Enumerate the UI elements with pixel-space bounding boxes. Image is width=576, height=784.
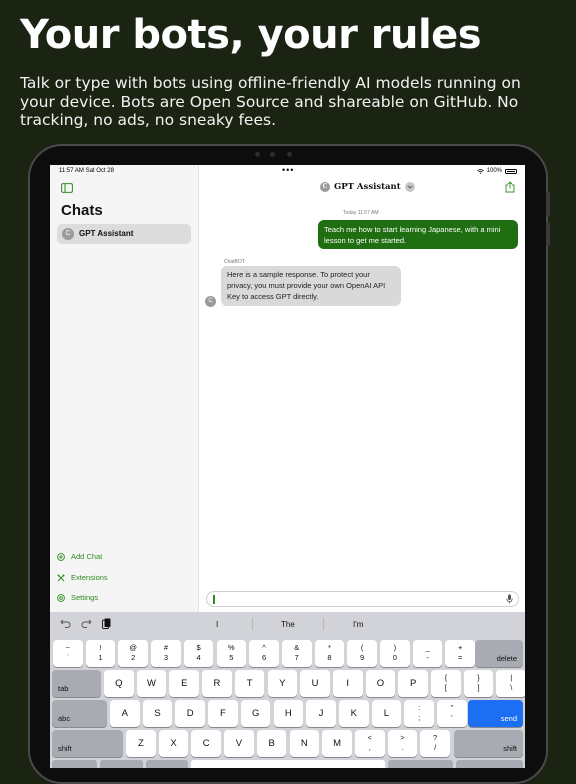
key-7[interactable] — [282, 640, 312, 667]
status-time: 11:57 AM Sat Oct 28 — [59, 168, 114, 174]
key--[interactable] — [413, 640, 443, 667]
key-base-label: 8 — [327, 652, 332, 662]
key-base-label: - — [426, 652, 429, 662]
key-base-label: . — [401, 742, 404, 752]
subtext: Talk or type with bots using offline-friendly AI models running on your device. Bots are Open Source and shareable on GitHub. No tracking, no ads, no sneaky fees. — [20, 74, 521, 129]
bot-message-bubble: Here is a sample response. To protect your privacy, you must provide your own OpenAI API Key to access GPT directly. — [221, 266, 401, 306]
key-base-label: \ — [510, 682, 513, 692]
shift-key-right[interactable] — [454, 730, 523, 757]
key-base-label: 5 — [229, 652, 234, 662]
avatar: C — [62, 228, 74, 240]
key-base-label: 6 — [261, 652, 267, 662]
key-label: tab — [58, 684, 69, 693]
text-caret — [213, 595, 215, 604]
chats-title: Chats — [61, 202, 103, 219]
plus-circle-icon — [57, 553, 65, 561]
key-shift-label: ! — [99, 643, 102, 652]
user-message-bubble: Teach me how to start learning Japanese, with a mini lesson to get me started. — [318, 220, 518, 249]
key-3[interactable] — [151, 640, 181, 667]
sensor-dot — [255, 152, 260, 157]
key-base-label: ] — [477, 682, 480, 692]
add-chat-button[interactable] — [57, 552, 102, 561]
suggestion-item[interactable]: I'm — [353, 620, 364, 629]
key-5[interactable] — [217, 640, 247, 667]
key-punct-0[interactable] — [404, 700, 434, 727]
multitask-dots[interactable]: ••• — [282, 165, 295, 175]
key-x[interactable]: X — [159, 730, 189, 757]
key-f[interactable]: F — [208, 700, 238, 727]
key-d[interactable]: D — [175, 700, 205, 727]
key-shift-label: ? — [433, 733, 438, 742]
key-=[interactable] — [445, 640, 475, 667]
key-`[interactable] — [53, 640, 83, 667]
key-shift-label: : — [418, 703, 421, 712]
key-base-label: ` — [66, 652, 70, 662]
key-s[interactable]: S — [143, 700, 173, 727]
symbols-key-right[interactable] — [388, 760, 453, 768]
tab-key[interactable] — [52, 670, 101, 697]
chat-title: GPT Assistant — [334, 182, 401, 192]
key-z[interactable]: Z — [126, 730, 156, 757]
key-shift-label: ~ — [65, 643, 71, 652]
volume-button — [546, 222, 550, 246]
key-6[interactable] — [249, 640, 279, 667]
key-shift-label: @ — [129, 643, 138, 652]
suggestion-item[interactable]: The — [281, 620, 295, 629]
key-base-label: 7 — [294, 652, 299, 662]
key-base-label: 2 — [131, 652, 136, 662]
redo-icon[interactable] — [81, 619, 92, 628]
divider — [252, 618, 253, 630]
key-k[interactable]: K — [339, 700, 369, 727]
key-shift-label: & — [294, 643, 300, 652]
key-label: shift — [58, 744, 72, 753]
key-shift-label: # — [163, 643, 169, 652]
key-1[interactable] — [86, 640, 116, 667]
key-4[interactable] — [184, 640, 214, 667]
date-label: Today 11:57 AM — [343, 210, 379, 216]
wifi-icon — [477, 169, 484, 174]
key-[[interactable] — [431, 670, 461, 697]
key-n[interactable]: N — [290, 730, 320, 757]
key-u[interactable]: U — [300, 670, 330, 697]
dismiss-keyboard-key[interactable] — [456, 760, 523, 768]
send-key[interactable] — [468, 700, 523, 727]
chat-header[interactable] — [320, 182, 415, 192]
key-base-label: ' — [451, 712, 453, 722]
settings-label: Settings — [71, 593, 99, 602]
key-label: abc — [58, 714, 71, 723]
key-shift-label: _ — [425, 643, 430, 652]
battery-icon — [505, 169, 517, 174]
camera-icon — [270, 152, 275, 157]
sidebar — [50, 165, 199, 612]
key-][interactable] — [464, 670, 494, 697]
key-t[interactable]: T — [235, 670, 265, 697]
key-label: delete — [496, 654, 517, 663]
key-punct-4[interactable] — [420, 730, 450, 757]
key-p[interactable]: P — [398, 670, 428, 697]
mic-key[interactable] — [146, 760, 188, 768]
key-shift-label: { — [444, 673, 448, 682]
undo-icon[interactable] — [60, 619, 71, 628]
key-r[interactable]: R — [202, 670, 232, 697]
key-shift-label: < — [367, 733, 372, 742]
key-y[interactable]: Y — [268, 670, 298, 697]
sensor-dot — [287, 152, 292, 157]
key-2[interactable] — [118, 640, 148, 667]
key-punct-2[interactable] — [355, 730, 385, 757]
key-\[interactable] — [496, 670, 525, 697]
key-base-label: 3 — [163, 652, 169, 662]
chevron-down-icon[interactable] — [405, 182, 415, 192]
share-icon[interactable] — [505, 181, 515, 193]
chat-item-label: GPT Assistant — [79, 229, 134, 238]
key-8[interactable] — [315, 640, 345, 667]
tools-icon — [57, 574, 65, 582]
key-shift-label: ^ — [262, 643, 266, 652]
volume-button — [546, 192, 550, 216]
key-a[interactable]: A — [110, 700, 140, 727]
key-label: shift — [503, 744, 517, 753]
key-l[interactable]: L — [372, 700, 402, 727]
key-base-label: 0 — [392, 652, 397, 662]
key-base-label: , — [368, 742, 371, 752]
extensions-button[interactable] — [57, 573, 108, 582]
status-bar — [50, 165, 525, 177]
headline: Your bots, your rules — [20, 12, 482, 58]
key-b[interactable]: B — [257, 730, 287, 757]
keyboard — [50, 612, 525, 768]
key-shift-label: ( — [360, 643, 364, 652]
key-m[interactable]: M — [322, 730, 352, 757]
key-base-label: [ — [444, 682, 447, 692]
key-shift-label: | — [510, 673, 513, 682]
key-w[interactable]: W — [137, 670, 167, 697]
key-shift-label: " — [450, 703, 454, 712]
bot-avatar: C — [205, 296, 216, 307]
gear-icon — [57, 594, 65, 602]
key-shift-label: $ — [196, 643, 201, 652]
suggestion-item[interactable]: I — [216, 620, 219, 629]
globe-key[interactable] — [52, 760, 97, 768]
app-screen — [50, 165, 525, 768]
key-g[interactable]: G — [241, 700, 271, 727]
key-v[interactable]: V — [224, 730, 254, 757]
microphone-icon[interactable] — [506, 594, 513, 604]
sidebar-toggle-icon[interactable] — [61, 183, 73, 193]
chat-item-gpt-assistant[interactable] — [57, 224, 191, 244]
shift-key-left[interactable] — [52, 730, 123, 757]
battery-percent: 100% — [486, 168, 502, 174]
key-j[interactable]: J — [306, 700, 336, 727]
add-chat-label: Add Chat — [71, 552, 103, 561]
key-o[interactable]: O — [366, 670, 396, 697]
message-input[interactable] — [206, 591, 519, 607]
key-e[interactable]: E — [169, 670, 199, 697]
delete-key[interactable] — [475, 640, 523, 667]
key-base-label: = — [458, 652, 463, 662]
key-shift-label: } — [477, 673, 480, 682]
key-base-label: 1 — [98, 652, 103, 662]
key-q[interactable]: Q — [104, 670, 134, 697]
key-base-label: / — [434, 742, 437, 752]
key-h[interactable]: H — [274, 700, 304, 727]
key-c[interactable]: C — [191, 730, 221, 757]
key-shift-label: % — [228, 643, 235, 652]
key-shift-label: * — [327, 643, 331, 652]
key-punct-1[interactable] — [437, 700, 467, 727]
clipboard-icon[interactable] — [102, 618, 111, 629]
symbols-key[interactable] — [100, 760, 143, 768]
settings-button[interactable] — [57, 593, 98, 602]
sender-name: ChatBOT — [224, 259, 245, 265]
key-9[interactable] — [347, 640, 377, 667]
key-0[interactable] — [380, 640, 410, 667]
key-base-label: 4 — [196, 652, 201, 662]
key-shift-label: > — [400, 733, 405, 742]
suggestion-bar — [50, 612, 525, 636]
avatar: C — [320, 182, 330, 192]
caps-lock-key[interactable] — [52, 700, 107, 727]
space-key[interactable] — [191, 760, 385, 768]
key-label: send — [500, 714, 517, 723]
key-base-label: ; — [418, 712, 421, 722]
key-base-label: 9 — [360, 652, 365, 662]
extensions-label: Extensions — [71, 573, 108, 582]
key-i[interactable]: I — [333, 670, 363, 697]
key-punct-3[interactable] — [388, 730, 418, 757]
divider — [323, 618, 324, 630]
key-shift-label: + — [458, 643, 463, 652]
key-shift-label: ) — [393, 643, 397, 652]
